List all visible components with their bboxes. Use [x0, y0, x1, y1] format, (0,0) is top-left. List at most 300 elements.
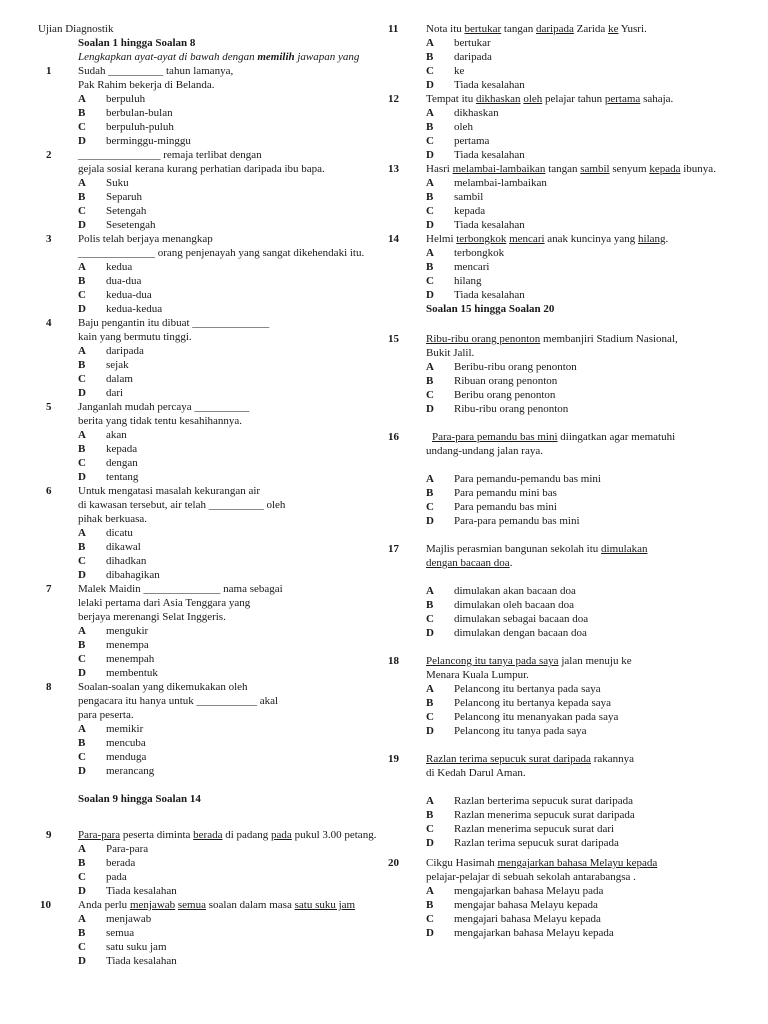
option-text: Tiada kesalahan — [454, 289, 525, 301]
option-text: berpuluh-puluh — [106, 121, 174, 133]
underlined-phrase: dikhaskan — [475, 93, 521, 105]
option-letter: C — [78, 871, 86, 883]
option-c[interactable] — [78, 870, 408, 884]
option-letter: C — [78, 555, 86, 567]
option-c[interactable] — [78, 120, 408, 134]
option-text: Tiada kesalahan — [454, 79, 525, 91]
option-letter: A — [426, 585, 434, 597]
stem-text: tangan — [545, 163, 581, 175]
option-list — [426, 360, 756, 416]
underlined-phrase: Para-para pemandu bas mini — [432, 431, 558, 443]
option-a[interactable] — [78, 624, 408, 638]
option-b[interactable] — [78, 926, 408, 940]
option-text: hilang — [454, 275, 482, 287]
option-b[interactable] — [78, 442, 408, 456]
option-letter: B — [78, 927, 86, 939]
section-instruction — [38, 50, 408, 64]
question-3 — [38, 232, 408, 316]
option-a[interactable] — [78, 842, 408, 856]
option-text: mengukir — [106, 625, 149, 637]
question-8 — [38, 680, 408, 778]
option-text: Sesetengah — [106, 219, 156, 231]
option-text: kepada — [106, 443, 138, 455]
option-letter: A — [78, 843, 86, 855]
option-letter: D — [78, 387, 86, 399]
option-letter: A — [78, 345, 86, 357]
option-a[interactable] — [426, 176, 756, 190]
question-number: 17 — [388, 543, 399, 555]
question-number: 13 — [388, 163, 399, 175]
option-text: bertukar — [454, 37, 491, 49]
option-a[interactable] — [78, 92, 408, 106]
question-stem: Baju pengantin itu dibuat ______________ — [78, 317, 270, 329]
option-text: kedua-kedua — [106, 303, 163, 315]
option-letter: A — [426, 247, 434, 259]
option-letter: C — [426, 913, 434, 925]
option-letter: D — [426, 149, 434, 161]
underlined-phrase: hilang — [638, 233, 666, 245]
option-letter: A — [426, 683, 434, 695]
option-d[interactable] — [78, 568, 408, 582]
stem-text: pelajar tahun — [542, 93, 605, 105]
option-d[interactable] — [426, 514, 756, 528]
question-stem — [426, 856, 756, 870]
option-letter: D — [426, 725, 434, 737]
option-text: mengajarkan bahasa Melayu pada — [454, 885, 604, 897]
underlined-phrase: semua — [177, 899, 206, 911]
underlined-phrase: Para-para — [78, 829, 121, 841]
option-letter: A — [78, 177, 86, 189]
option-a[interactable] — [426, 360, 756, 374]
option-b[interactable] — [78, 274, 408, 288]
option-d[interactable] — [78, 884, 408, 898]
option-b[interactable] — [78, 638, 408, 652]
option-a[interactable] — [78, 344, 408, 358]
option-text: dimulakan akan bacaan doa — [454, 585, 576, 597]
option-text: melambai-lambaikan — [454, 177, 547, 189]
option-b[interactable] — [426, 696, 756, 710]
question-stem — [426, 542, 756, 556]
option-letter: B — [78, 107, 86, 119]
question-number: 19 — [388, 753, 399, 765]
question-number: 20 — [388, 857, 399, 869]
underlined-phrase: ke — [608, 23, 619, 35]
option-text: daripada — [454, 51, 492, 63]
option-text: berminggu-minggu — [106, 135, 191, 147]
underlined-phrase: sambil — [580, 163, 610, 175]
question-stem: berjaya merenangi Selat Inggeris. — [78, 611, 226, 623]
stem-text: Helmi — [426, 233, 457, 245]
question-number: 14 — [388, 233, 399, 245]
question-stem — [426, 332, 756, 346]
option-letter: A — [78, 527, 86, 539]
option-d[interactable] — [426, 148, 756, 162]
option-d[interactable] — [426, 218, 756, 232]
option-b[interactable] — [426, 50, 756, 64]
option-a[interactable] — [426, 584, 756, 598]
question-stem: Bukit Jalil. — [426, 347, 475, 359]
option-d[interactable] — [78, 666, 408, 680]
stem-text: jalan menuju ke — [558, 655, 632, 667]
option-letter: B — [426, 697, 434, 709]
option-b[interactable] — [426, 808, 756, 822]
option-b[interactable] — [426, 598, 756, 612]
option-text: membentuk — [106, 667, 158, 679]
option-c[interactable] — [426, 822, 756, 836]
option-b[interactable] — [78, 540, 408, 554]
option-text: daripada — [106, 345, 144, 357]
option-text: Tiada kesalahan — [454, 219, 525, 231]
page-title: Ujian Diagnostik — [38, 23, 114, 35]
option-text: oleh — [454, 121, 473, 133]
stem-text: membanjiri Stadium Nasional, — [540, 333, 678, 345]
question-number: 9 — [46, 829, 52, 841]
option-text: tentang — [106, 471, 139, 483]
option-text: menempa — [106, 639, 149, 651]
question-stem: Menara Kuala Lumpur. — [426, 669, 529, 681]
option-letter: A — [426, 107, 434, 119]
option-a[interactable] — [78, 912, 408, 926]
option-a[interactable] — [78, 428, 408, 442]
option-letter: A — [426, 885, 434, 897]
option-d[interactable] — [78, 386, 408, 400]
option-b[interactable] — [78, 358, 408, 372]
option-c[interactable] — [426, 204, 756, 218]
option-a[interactable] — [426, 106, 756, 120]
question-stem — [426, 162, 756, 176]
underlined-phrase: terbongkok — [456, 233, 507, 245]
section-heading-2: Soalan 9 hingga Soalan 14 — [78, 793, 201, 805]
stem-text: di padang — [222, 829, 272, 841]
option-letter: A — [78, 429, 86, 441]
option-c[interactable] — [78, 750, 408, 764]
question-6 — [38, 484, 408, 582]
stem-text: pukul 3.00 petang. — [291, 829, 377, 841]
option-letter: B — [78, 541, 86, 553]
option-text: mengajar bahasa Melayu kepada — [454, 899, 598, 911]
option-letter: A — [426, 361, 434, 373]
question-stem: lelaki pertama dari Asia Tenggara yang — [78, 597, 251, 609]
option-letter: C — [426, 711, 434, 723]
question-stem — [426, 654, 756, 668]
option-text: mengajari bahasa Melayu kepada — [454, 913, 601, 925]
option-c[interactable] — [78, 554, 408, 568]
option-letter: D — [78, 471, 86, 483]
option-letter: B — [426, 487, 434, 499]
question-7 — [38, 582, 408, 680]
option-a[interactable] — [78, 722, 408, 736]
underlined-phrase: Razlan terima sepucuk surat daripada — [426, 753, 591, 765]
option-a[interactable] — [426, 246, 756, 260]
option-c[interactable] — [78, 940, 408, 954]
option-text: dibahagikan — [106, 569, 160, 581]
stem-text: . — [665, 233, 669, 245]
option-letter: D — [426, 515, 434, 527]
question-20 — [386, 856, 756, 940]
question-number: 10 — [40, 899, 51, 911]
option-letter: B — [426, 599, 434, 611]
option-c[interactable] — [426, 612, 756, 626]
option-d[interactable] — [426, 402, 756, 416]
question-number: 7 — [46, 583, 52, 595]
option-letter: C — [426, 823, 434, 835]
option-text: akan — [106, 429, 127, 441]
stem-text: Anda perlu — [78, 899, 130, 911]
option-c[interactable] — [78, 372, 408, 386]
question-11 — [386, 22, 756, 92]
option-c[interactable] — [426, 912, 756, 926]
option-letter: A — [78, 723, 86, 735]
option-letter: A — [426, 795, 434, 807]
option-letter: D — [426, 79, 434, 91]
option-b[interactable] — [426, 486, 756, 500]
option-d[interactable] — [426, 78, 756, 92]
question-14 — [386, 232, 756, 302]
option-text: Suku — [106, 177, 129, 189]
option-letter: A — [426, 37, 434, 49]
option-d[interactable] — [426, 626, 756, 640]
option-text: Para pemandu mini bas — [454, 487, 557, 499]
option-list — [78, 176, 408, 232]
option-letter: C — [78, 121, 86, 133]
option-letter: D — [426, 219, 434, 231]
option-a[interactable] — [78, 260, 408, 274]
option-letter: C — [78, 941, 86, 953]
option-d[interactable] — [78, 470, 408, 484]
option-text: Para-para pemandu bas mini — [454, 515, 580, 527]
stem-text: peserta diminta — [120, 829, 194, 841]
option-d[interactable] — [426, 836, 756, 850]
option-letter: B — [78, 191, 86, 203]
option-letter: B — [78, 857, 86, 869]
option-b[interactable] — [426, 120, 756, 134]
option-letter: C — [78, 289, 86, 301]
option-letter: A — [78, 261, 86, 273]
option-letter: D — [78, 955, 86, 967]
option-text: mencari — [454, 261, 490, 273]
option-a[interactable] — [78, 176, 408, 190]
option-d[interactable] — [426, 724, 756, 738]
section-heading-3: Soalan 15 hingga Soalan 20 — [426, 303, 555, 315]
option-text: menempah — [106, 653, 155, 665]
instruction-text-end: jawapan yang — [294, 51, 360, 63]
option-text: dicatu — [106, 527, 133, 539]
option-a[interactable] — [426, 36, 756, 50]
question-2 — [38, 148, 408, 232]
option-text: pertama — [454, 135, 490, 147]
option-letter: D — [78, 219, 86, 231]
option-d[interactable] — [78, 218, 408, 232]
option-letter: C — [426, 135, 434, 147]
option-c[interactable] — [426, 500, 756, 514]
option-c[interactable] — [78, 652, 408, 666]
left-column — [38, 22, 408, 968]
question-number: 16 — [388, 431, 399, 443]
option-text: dikhaskan — [454, 107, 499, 119]
option-list — [426, 794, 756, 850]
stem-text: anak kuncinya yang — [544, 233, 639, 245]
underlined-phrase: melambai-lambaikan — [452, 163, 546, 175]
option-letter: D — [78, 765, 86, 777]
option-a[interactable] — [426, 794, 756, 808]
option-a[interactable] — [78, 526, 408, 540]
option-list — [78, 624, 408, 680]
option-letter: C — [426, 613, 434, 625]
option-text: Beribu-ribu orang penonton — [454, 361, 577, 373]
option-letter: D — [78, 667, 86, 679]
option-d[interactable] — [78, 764, 408, 778]
option-letter: C — [426, 205, 434, 217]
option-c[interactable] — [78, 456, 408, 470]
stem-text: Zarida — [573, 23, 609, 35]
question-stem: Malek Maidin ______________ nama sebagai — [78, 583, 283, 595]
question-stem: pelajar-pelajar di sebuah sekolah antarabangsa . — [426, 871, 636, 883]
option-text: dimulakan sebagai bacaan doa — [454, 613, 589, 625]
underlined-phrase: daripada — [535, 23, 574, 35]
option-text: menduga — [106, 751, 147, 763]
option-c[interactable] — [426, 274, 756, 288]
option-letter: A — [426, 177, 434, 189]
option-d[interactable] — [78, 954, 408, 968]
option-text: menjawab — [106, 913, 152, 925]
section-heading-1: Soalan 1 hingga Soalan 8 — [78, 37, 196, 49]
stem-text: Cikgu Hasimah — [426, 857, 498, 869]
right-column — [386, 22, 756, 940]
option-list — [78, 722, 408, 778]
option-letter: C — [426, 389, 434, 401]
stem-text: rakannya — [590, 753, 634, 765]
option-b[interactable] — [426, 898, 756, 912]
option-text: memikir — [106, 723, 144, 735]
option-b[interactable] — [426, 260, 756, 274]
question-9 — [38, 828, 408, 898]
question-19 — [386, 752, 756, 850]
option-list — [426, 472, 756, 528]
option-b[interactable] — [78, 190, 408, 204]
option-text: Tiada kesalahan — [454, 149, 525, 161]
question-stem: pengacara itu hanya untuk ___________ akal — [78, 695, 279, 707]
question-stem: berita yang tidak tentu kesahihannya. — [78, 415, 243, 427]
option-d[interactable] — [78, 302, 408, 316]
option-letter: D — [426, 627, 434, 639]
underlined-phrase: menjawab — [129, 899, 176, 911]
option-c[interactable] — [78, 288, 408, 302]
option-list — [78, 526, 408, 582]
question-stem — [78, 828, 408, 842]
option-list — [426, 106, 756, 162]
question-4 — [38, 316, 408, 400]
option-letter: A — [426, 473, 434, 485]
question-stem — [426, 752, 756, 766]
question-number: 15 — [388, 333, 399, 345]
question-number: 11 — [388, 23, 399, 35]
question-12 — [386, 92, 756, 162]
option-b[interactable] — [426, 374, 756, 388]
underlined-phrase: kepada — [649, 163, 681, 175]
option-list — [78, 842, 408, 898]
option-c[interactable] — [426, 134, 756, 148]
question-stem: Sudah __________ tahun lamanya, — [78, 65, 234, 77]
option-a[interactable] — [426, 682, 756, 696]
stem-text: ibunya. — [680, 163, 716, 175]
underlined-phrase: berada — [193, 829, 223, 841]
question-stem: Pak Rahim bekerja di Belanda. — [78, 79, 215, 91]
option-letter: C — [426, 65, 434, 77]
option-letter: B — [78, 639, 86, 651]
stem-text: Hasri — [426, 163, 453, 175]
option-b[interactable] — [426, 190, 756, 204]
option-letter: D — [78, 885, 86, 897]
stem-text: senyum — [609, 163, 650, 175]
option-letter: D — [78, 303, 86, 315]
question-stem: _______________ remaja terlibat dengan — [78, 149, 262, 161]
option-letter: C — [78, 457, 86, 469]
option-d[interactable] — [426, 288, 756, 302]
option-letter: C — [78, 751, 86, 763]
question-16 — [386, 430, 756, 528]
option-letter: C — [426, 275, 434, 287]
question-number: 4 — [46, 317, 52, 329]
option-list — [426, 36, 756, 92]
option-letter: B — [426, 899, 434, 911]
stem-text: Majlis perasmian bangunan sekolah itu — [426, 543, 602, 555]
question-stem — [426, 92, 756, 106]
option-b[interactable] — [78, 736, 408, 750]
option-text: Separuh — [106, 191, 143, 203]
option-text: dua-dua — [106, 275, 142, 287]
option-list — [78, 92, 408, 148]
option-b[interactable] — [78, 856, 408, 870]
option-c[interactable] — [426, 64, 756, 78]
option-text: Beribu orang penonton — [454, 389, 556, 401]
option-a[interactable] — [426, 472, 756, 486]
option-text: Razlan terima sepucuk surat daripada — [454, 837, 619, 849]
option-text: sejak — [106, 359, 129, 371]
option-letter: D — [426, 403, 434, 415]
option-text: terbongkok — [454, 247, 505, 259]
question-stem: gejala sosial kerana kurang perhatian daripada ibu bapa. — [78, 163, 325, 175]
option-text: Tiada kesalahan — [106, 885, 177, 897]
option-text: Para-para — [106, 843, 149, 855]
question-stem: Untuk mengatasi masalah kekurangan air — [78, 485, 261, 497]
option-text: kedua — [106, 261, 133, 273]
option-text: satu suku jam — [106, 941, 167, 953]
option-letter: A — [78, 93, 86, 105]
option-a[interactable] — [426, 884, 756, 898]
option-text: Pelancong itu bertanya pada saya — [454, 683, 601, 695]
option-text: pada — [106, 871, 127, 883]
option-text: dimulakan dengan bacaan doa — [454, 627, 587, 639]
question-number: 8 — [46, 681, 52, 693]
option-c[interactable] — [426, 710, 756, 724]
question-stem: ______________ orang penjenayah yang sangat dikehendaki itu. — [78, 247, 365, 259]
option-text: kedua-dua — [106, 289, 152, 301]
underlined-phrase: bertukar — [464, 23, 502, 35]
option-d[interactable] — [426, 926, 756, 940]
stem-text: tangan — [501, 23, 536, 35]
option-text: Para pemandu-pemandu bas mini — [454, 473, 601, 485]
option-letter: B — [78, 737, 86, 749]
option-c[interactable] — [426, 388, 756, 402]
underlined-phrase: pertama — [604, 93, 641, 105]
option-b[interactable] — [78, 106, 408, 120]
option-list — [426, 176, 756, 232]
option-list — [78, 260, 408, 316]
question-number: 12 — [388, 93, 399, 105]
option-d[interactable] — [78, 134, 408, 148]
underlined-phrase: pada — [271, 829, 292, 841]
option-c[interactable] — [78, 204, 408, 218]
